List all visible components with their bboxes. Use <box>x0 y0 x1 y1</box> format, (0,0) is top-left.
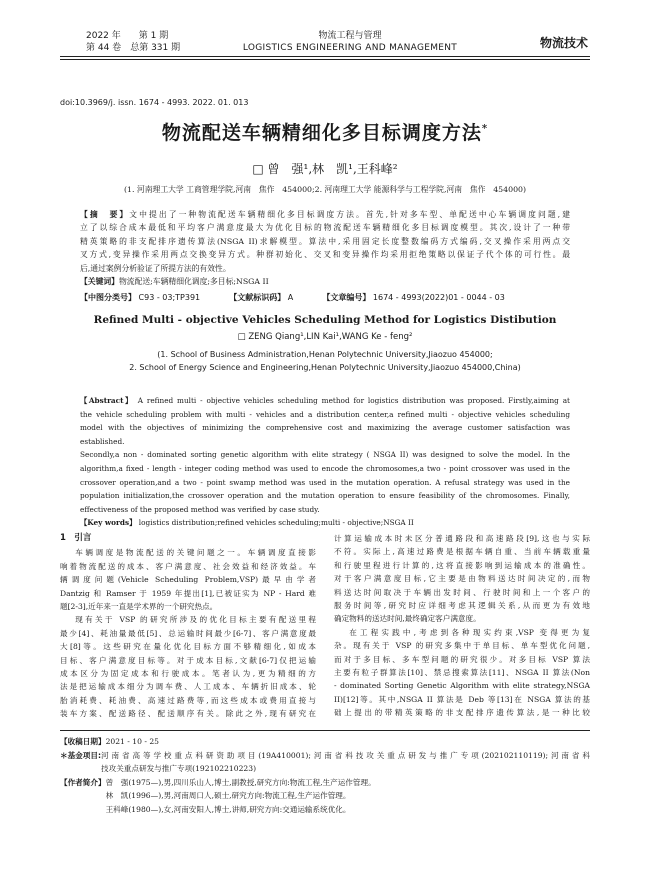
body-line: II)[12]等。其中,NSGA II 算法是 Deb 等[13]在 NSGA 算法的基 <box>334 694 590 704</box>
abstract-en-line: model with the objectives of minimizing the comprehensive cost and maximizing the average customer satisfaction was established. <box>80 423 570 446</box>
article-no-label: 【文章编号】 <box>322 293 371 302</box>
abstract-cn-line: 立了以综合成本最低和平均客户满意度最大为优化目标的物流配送车辆精细化多目标调度模型。其次,设计了一种带 <box>80 223 570 233</box>
title-footnote-mark: * <box>481 123 489 135</box>
author-bio: 王科峰(1980—),女,河南安阳人,博士,讲师,研究方向:交通运输系统优化。 <box>105 804 351 814</box>
body-line: 最少[4]、耗油量最低[5]、总运输时间最少[6-7]、客户满意度最 <box>60 628 316 638</box>
abstract-en-line: algorithm,a fixed - length - integer coding method was used to encode the chromosomes,a two - point crossover was used in the <box>80 463 570 473</box>
body-line: 现有关于 VSP 的研究所涉及的优化目标主要有配送里程 <box>75 615 316 625</box>
keywords-cn: 物流配送;车辆精细化调度;多目标;NSGA II <box>118 277 269 287</box>
body-line: 法是把运输成本细分为调车费、人工成本、车辆折旧成本、轮 <box>60 682 316 692</box>
body-line: 确定物料的送达时间,最终确定客户满意度。 <box>334 614 481 624</box>
body-line: - dominated Sorting Genetic Algorithm with elite strategy,NSGA <box>334 681 590 691</box>
clc-label: 【中图分类号】 <box>80 293 136 302</box>
header-volume: 第 44 卷 <box>86 43 122 53</box>
footnotes <box>60 735 590 817</box>
classification-row <box>80 292 580 303</box>
body-line: 础上提出的带精英策略的非支配排序遗传算法,是一种比较 <box>334 708 590 718</box>
abstract-en-line: A refined multi - objective vehicles scheduling method for logistics distribution was proposed. Firstly,aiming at <box>137 396 570 405</box>
doc-code-value: A <box>287 293 294 302</box>
affiliation-en-line: (1. School of Business Administration,Henan Polytechnic University,Jiaozuo 454000; <box>157 350 493 359</box>
body-line: 大[8]等。这些研究在量化优化目标方面不够精细化,如成本 <box>60 642 316 652</box>
body-line: 服务时间等,研究时应详细考虑其逻辑关系,从而更为有效地 <box>334 601 590 611</box>
footnote-rule <box>60 730 590 731</box>
abstract-cn-line: 文中提出了一种物流配送车辆精细化多目标调度方法。首先,针对多车型、单配送中心车辆调度问题,建 <box>129 210 571 219</box>
body-line: 料送达时间取决于车辆出发时间、行驶时间和上一个客户的 <box>334 587 590 597</box>
body-line: 计算运输成本时未区分普通路段和高速路段[9],这也与实际 <box>334 534 590 543</box>
header-year: 2022 年 <box>86 31 121 41</box>
affiliation-en <box>60 348 590 374</box>
body-line: 杂。现有关于 VSP 的研究多集中于单目标、单车型优化问题, <box>334 641 590 651</box>
affiliation-en-line: 2. School of Energy Science and Engineering,Henan Polytechnic University,Jiaozuo 454000,China) <box>129 363 521 372</box>
doi: doi:10.3969/j. issn. 1674 - 4993. 2022. 01. 013 <box>60 98 249 107</box>
journal-cn: 物流工程与管理 <box>318 31 382 41</box>
fund-label: ＊基金项目: <box>60 750 102 760</box>
abstract-cn-line: 精英策略的非支配排序遗传算法(NSGA II)求解模型。算法中,采用固定长度整数编码方式编码,交叉操作采用两点交 <box>80 236 570 246</box>
header-total: 总第 331 期 <box>130 43 181 53</box>
abstract-en-line: population initialization,the crossover operation and the mutation operation to ensure feasibility of the chromosomes. Finally, <box>80 491 570 501</box>
header-journal <box>210 30 490 54</box>
body-line: 胎消耗费、耗油费、高速过路费等,而这些成本或费用直接与 <box>60 695 316 705</box>
journal-en: LOGISTICS ENGINEERING AND MANAGEMENT <box>242 43 458 53</box>
abstract-en-line: Secondly,a non - dominated sorting genetic algorithm with elite strategy ( NSGA II) was designed to solve the model. In the <box>80 450 570 460</box>
author-bio-label: 【作者简介】 <box>60 777 106 787</box>
keywords-cn-label: 【关键词】 <box>80 277 119 287</box>
clc-value: C93 - 03;TP391 <box>138 293 201 302</box>
fund-line: 技攻关重点研发与推广专项(192102210223) <box>101 764 257 774</box>
author-bio: 曾 强(1975—),男,四川乐山人,博士,副教授,研究方向:物流工程,生产运作管理。 <box>105 777 376 787</box>
section-heading-intro: 1 引言 <box>60 533 92 543</box>
body-line: 装车方案、配送路径、配送顺序有关。除此之外,现有研究在 <box>60 709 316 719</box>
body-line: 车辆调度是物流配送的关键问题之一。车辆调度直接影 <box>75 548 316 558</box>
abstract-cn-label: 【摘 要】 <box>80 210 130 219</box>
doc-code-label: 【文献标识码】 <box>229 293 286 302</box>
body-left-column <box>60 532 316 721</box>
body-line: 辆调度问题(Vehicle Scheduling Problem,VSP)最早由学者 <box>60 575 316 585</box>
abstract-en-label: 【Abstract】 <box>80 396 134 405</box>
abstract-cn-line: 后,通过案例分析验证了所提方法的有效性。 <box>80 263 231 273</box>
body-line: 主要有粒子群算法[10]、禁忌搜索算法[11]、NSGA II 算法(Non <box>334 668 590 678</box>
header-rule <box>60 56 590 57</box>
abstract-en-line: effectiveness of the proposed method was verified by case study. <box>80 504 320 514</box>
abstract-en-line: the vehicle scheduling problem with multi - vehicles and a distribution center,a refined multi - objective vehicles scheduling <box>80 409 570 419</box>
header-issue: 第 1 期 <box>138 31 169 41</box>
fund-line: 河南省高等学校重点科研资助项目(19A410001);河南省科技攻关重点研发与推广专项(202102110119);河南省科 <box>101 750 590 760</box>
article-no-value: 1674 - 4993(2022)01 - 0044 - 03 <box>372 293 505 302</box>
section-label: 物流技术 <box>539 36 588 50</box>
body-line: 对于客户满意度目标,它主要是由物料送达时间决定的,而物 <box>334 574 590 584</box>
abstract-cn-line: 叉方式,变异操作采用两点交换变异方式。种群初始化、交叉和变异操作均采用拒绝策略以保证子代个体的可行性。最 <box>80 250 570 260</box>
affiliation-cn: (1. 河南理工大学 工商管理学院,河南 焦作 454000;2. 河南理工大学 能源科学与工程学院,河南 焦作 454000) <box>123 185 527 194</box>
header-rule-thin <box>60 59 590 60</box>
body-right-column <box>334 532 590 720</box>
title-cn-text: 物流配送车辆精细化多目标调度方法 <box>161 122 482 144</box>
body-line: 而对于多目标、多车型问题的研究很少。对多目标 VSP 算法 <box>334 654 590 664</box>
authors-cn: □ 曾 强¹,林 凯¹,王科峰² <box>252 162 398 176</box>
abstract-cn <box>80 208 570 288</box>
keywords-en-label: 【Key words】 <box>80 518 137 528</box>
keywords-en: logistics distribution;refined vehicles scheduling;multi - objective;NSGA II <box>138 518 414 528</box>
abstract-en <box>80 394 570 530</box>
body-line: 成本区分为固定成本和行驶成本。笔者认为,更为精细的方 <box>60 669 316 679</box>
body-line: 题[2-3],近年来一直是学术界的一个研究热点。 <box>60 602 218 612</box>
abstract-en-line: crossover operation,and a two - point swamp method was used in the mutation operation. A refusal strategy was used in the <box>80 477 570 487</box>
body-line: 响着物流配送的成本、客户满意度、社会效益和经济效益。车 <box>60 561 316 571</box>
body-line: 在工程实践中,考虑到各种现实约束,VSP 变得更为复 <box>349 627 590 637</box>
received-label: 【收稿日期】 <box>60 737 106 746</box>
body-line: 目标、客户满意度目标等。对于成本目标,文献[6-7]仅把运输 <box>60 655 316 665</box>
body-line: Dantzig 和 Ramser 于 1959 年提出[1],已被证实为 NP - Hard 难 <box>60 588 316 598</box>
body-line: 不符。实际上,高速过路费是根据车辆自重、当前车辆载重量 <box>334 547 590 557</box>
header-issue-info <box>86 30 180 54</box>
title-cn <box>60 118 590 145</box>
authors-en: □ ZENG Qiang¹,LIN Kai¹,WANG Ke - feng² <box>237 332 413 342</box>
body-line: 和行驶里程进行计算的,这将直接影响到运输成本的准确性。 <box>334 560 590 570</box>
title-en: Refined Multi - objective Vehicles Scheduling Method for Logistics Distibution <box>93 314 557 326</box>
received-date: 2021 - 10 - 25 <box>105 737 160 746</box>
author-bio: 林 凯(1996—),男,河南周口人,硕士,研究方向:物流工程,生产运作管理。 <box>105 791 351 801</box>
